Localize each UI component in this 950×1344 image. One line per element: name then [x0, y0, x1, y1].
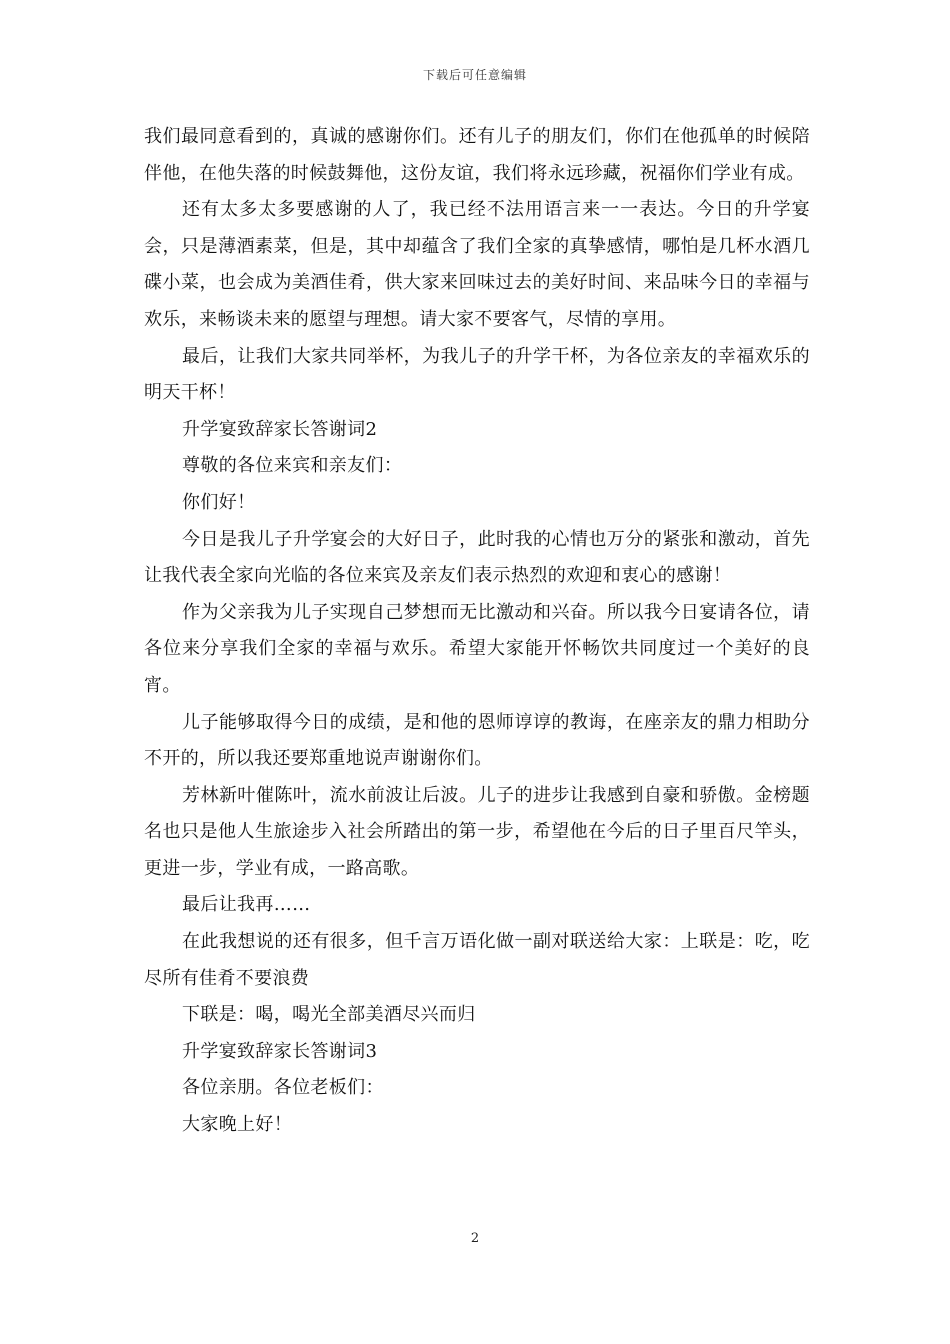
section-title: 升学宴致辞家长答谢词2: [182, 418, 378, 440]
body-paragraph: 还有太多太多要感谢的人了，我已经不法用语言来一一表达。今日的升学宴会，只是薄酒素菜，但是，其中却蕴含了我们全家的真挚感情，哪怕是几杯水酒几碟小菜，也会成为美酒佳肴，供大家来回味过去的美好时间、来品味今日的幸福与欢乐，来畅谈未来的愿望与理想。请大家不要客气，尽情的享用。: [144, 199, 810, 330]
salutation: 各位亲朋。各位老板们：: [182, 1077, 384, 1099]
body-paragraph: 在此我想说的还有很多，但千言万语化做一副对联送给大家：上联是：吃，吃尽所有佳肴不要浪费: [144, 931, 810, 989]
body-paragraph: 下联是：喝，喝光全部美酒尽兴而归: [182, 1004, 476, 1026]
salutation: 尊敬的各位来宾和亲友们：: [182, 455, 403, 477]
document-body: [144, 119, 810, 1144]
body-paragraph: 我们最同意看到的，真诚的感谢你们。还有儿子的朋友们，你们在他孤单的时候陪伴他，在他失落的时候鼓舞他，这份友谊，我们将永远珍藏，祝福你们学业有成。: [144, 126, 810, 184]
body-paragraph: 儿子能够取得今日的成绩，是和他的恩师谆谆的教诲，在座亲友的鼎力相助分不开的，所以我还要郑重地说声谢谢你们。: [144, 711, 810, 770]
page-number: 2: [470, 1231, 480, 1246]
body-paragraph: 最后让我再……: [182, 894, 311, 916]
section-title: 升学宴致辞家长答谢词3: [182, 1040, 378, 1062]
greeting: 你们好！: [182, 491, 256, 513]
body-paragraph: 作为父亲我为儿子实现自己梦想而无比激动和兴奋。所以我今日宴请各位，请各位来分享我们全家的幸福与欢乐。希望大家能开怀畅饮共同度过一个美好的良宵。: [144, 601, 810, 696]
page-header: 下载后可任意编辑: [422, 68, 527, 82]
greeting: 大家晚上好！: [182, 1114, 293, 1136]
body-paragraph: 今日是我儿子升学宴会的大好日子，此时我的心情也万分的紧张和激动，首先让我代表全家向光临的各位来宾及亲友们表示热烈的欢迎和衷心的感谢！: [144, 528, 810, 587]
body-paragraph: 最后，让我们大家共同举杯，为我儿子的升学干杯，为各位亲友的幸福欢乐的明天干杯！: [144, 345, 810, 404]
body-paragraph: 芳林新叶催陈叶，流水前波让后波。儿子的进步让我感到自豪和骄傲。金榜题名也只是他人生旅途步入社会所踏出的第一步，希望他在今后的日子里百尺竿头，更进一步，学业有成，一路高歌。: [144, 784, 810, 879]
